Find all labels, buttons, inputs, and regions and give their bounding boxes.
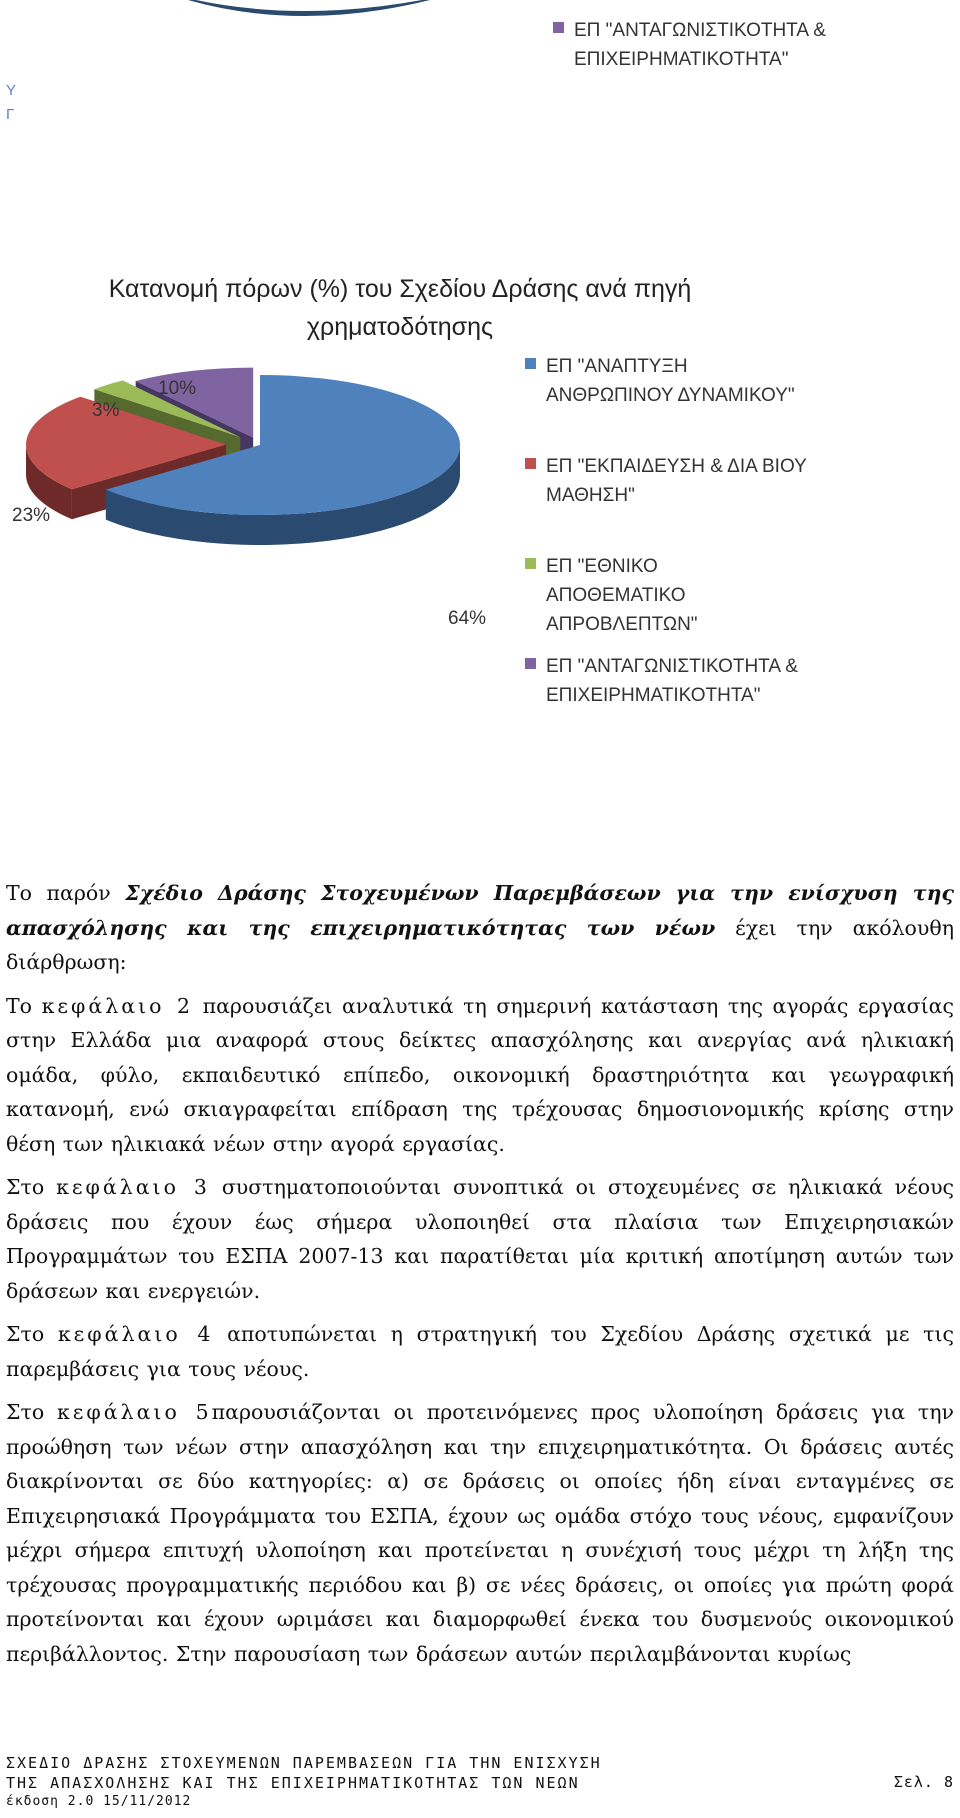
paragraph-chapter-3 <box>6 1170 954 1308</box>
paragraph-chapter-4 <box>6 1317 954 1386</box>
previous-legend-item <box>553 16 826 74</box>
legend-swatch <box>553 22 564 33</box>
legend-swatch <box>525 658 536 669</box>
p4-rest: αποτυπώνεται η στρατηγική του Σχεδίου Δράσης σχετικά με τις παρεμβάσεις για τους νέους. <box>6 1322 955 1381</box>
intro-rest: έχει την ακόλουθη διάρθρωση: <box>6 915 954 974</box>
body-text <box>6 876 954 1680</box>
legend-item-reserve <box>525 552 698 639</box>
page-footer <box>6 1753 954 1811</box>
footer-title-line-2: ΤΗΣ ΑΠΑΣΧΟΛΗΣΗΣ ΚΑΙ ΤΗΣ ΕΠΙΧΕΙΡΗΜΑΤΙΚΟΤΗΤΑΣ ΤΩΝ ΝΕΩΝ <box>6 1774 580 1792</box>
legend-item-competitiveness <box>525 652 798 710</box>
chapter-ref: κεφάλαιο 4 <box>57 1322 214 1346</box>
paragraph-intro <box>6 876 954 980</box>
p3-lead: Στο <box>6 1175 57 1199</box>
footer-title-line-1: ΣΧΕΔΙΟ ΔΡΑΣΗΣ ΣΤΟΧΕΥΜΕΝΩΝ ΠΑΡΕΜΒΑΣΕΩΝ ΓΙΑ ΤΗΝ ΕΝΙΣΧΥΣΗ <box>6 1754 602 1772</box>
p2-rest: παρουσιάζει αναλυτικά τη σημερινή κατάσταση της αγοράς εργασίας στην Ελλάδα μια αναφορά στους δείκτες απασχόλησης και ανεργίας ανά ηλικιακή ομάδα, φύλο, εκπαιδευτικό επίπεδο, οικονομική δραστηριότητα και γεωγραφική κατανομή, ενώ σκιαγραφείται επίδραση της τρέχουσας δημοσιονομικής κρίσης στην θέση των ηλικιακά νέων στην αγορά εργασίας. <box>6 993 954 1156</box>
chapter-ref: κεφάλαιο 2 <box>41 993 194 1018</box>
legend-swatch <box>525 558 536 569</box>
data-label-human-resources: 64% <box>448 608 487 629</box>
p4-lead: Στο <box>6 1322 58 1346</box>
p3-rest: συστηματοποιούνται συνοπτικά οι στοχευμένες σε ηλικιακά νέους δράσεις που έχουν έως σήμερα υλοποιηθεί στα πλαίσια των Επιχειρησιακών Προγραμμάτων του ΕΣΠΑ 2007-13 και παρατίθεται μία κριτική αποτίμηση αυτών των δράσεων και ενεργειών. <box>6 1175 955 1303</box>
legend-item-human-resources <box>525 352 795 410</box>
p5-rest: παρουσιάζονται οι προτεινόμενες προς υλοποίηση δράσεις για την προώθηση των νέων στην απασχόληση και την επιχειρηματικότητα. Οι δράσεις αυτές διακρίνονται σε δύο κατηγορίες: α) σε δράσεις οι οποίες ήδη είναι ενταγμένες σε Επιχειρησιακά Προγράμματα του ΕΣΠΑ, έχουν ως ομάδα στόχο τους νέους, εμφανίζουν μέχρι σήμερα επιτυχή υλοποίηση και προτείνεται η συνέχισή τους μέχρι τη λήξη της τρέχουσας προγραμματικής περιόδου και β) σε νέες δράσεις, οι οποίες για πρώτη φορά προτείνονται και έχουν ωριμάσει και διαμορφωθεί ένεκα του δυσμενούς οικονομικού περιβάλλοντος. Στην παρουσίαση των δράσεων αυτών περιλαμβάνονται κυρίως <box>6 1400 954 1666</box>
paragraph-chapter-5 <box>6 1395 954 1671</box>
paragraph-chapter-2 <box>6 989 954 1162</box>
legend-swatch <box>525 458 536 469</box>
intro-lead: Το παρόν <box>6 881 126 905</box>
legend-item-education <box>525 452 807 510</box>
legend-label: ΕΠ "ΕΚΠΑΙΔΕΥΣΗ & ΔΙΑ ΒΙΟΥ ΜΑΘΗΣΗ" <box>546 456 807 506</box>
chart-title: Κατανομή πόρων (%) του Σχεδίου Δράσης ανά πηγή χρηματοδότησης <box>108 275 692 341</box>
data-label-competitiveness: 10% <box>158 378 197 399</box>
legend-label: ΕΠ "ΑΝΑΠΤΥΞΗ ΑΝΘΡΩΠΙΝΟΥ ΔΥΝΑΜΙΚΟΥ" <box>546 356 795 406</box>
previous-legend-label: ΕΠ "ΑΝΤΑΓΩΝΙΣΤΙΚΟΤΗΤΑ & ΕΠΙΧΕΙΡΗΜΑΤΙΚΟΤΗΤΑ" <box>574 20 826 70</box>
chapter-ref: κεφάλαιο 3 <box>56 1175 210 1199</box>
plan-title-emphasis: Σχέδιο Δράσης Στοχευμένων Παρεμβάσεων για την ενίσχυση της απασχόλησης και της επιχειρηματικότητας των νέων <box>6 881 954 940</box>
legend-label: ΕΠ "ΑΝΤΑΓΩΝΙΣΤΙΚΟΤΗΤΑ & ΕΠΙΧΕΙΡΗΜΑΤΙΚΟΤΗΤΑ" <box>546 656 798 706</box>
legend-swatch <box>525 358 536 369</box>
legend-label: ΕΠ "ΕΘΝΙΚΟ ΑΠΟΘΕΜΑΤΙΚΟ ΑΠΡΟΒΛΕΠΤΩΝ" <box>546 556 698 635</box>
footer-version: έκδοση 2.0 15/11/2012 <box>6 1794 192 1809</box>
stray-character: Γ <box>6 106 15 123</box>
page-number: Σελ. 8 <box>893 1773 954 1791</box>
p2-lead: Το <box>6 993 42 1018</box>
p5-lead: Στο <box>6 1400 57 1424</box>
chapter-ref: κεφάλαιο 5 <box>56 1400 212 1424</box>
data-label-education: 23% <box>12 505 51 526</box>
data-label-reserve: 3% <box>92 400 120 421</box>
stray-character: Υ <box>6 82 17 99</box>
